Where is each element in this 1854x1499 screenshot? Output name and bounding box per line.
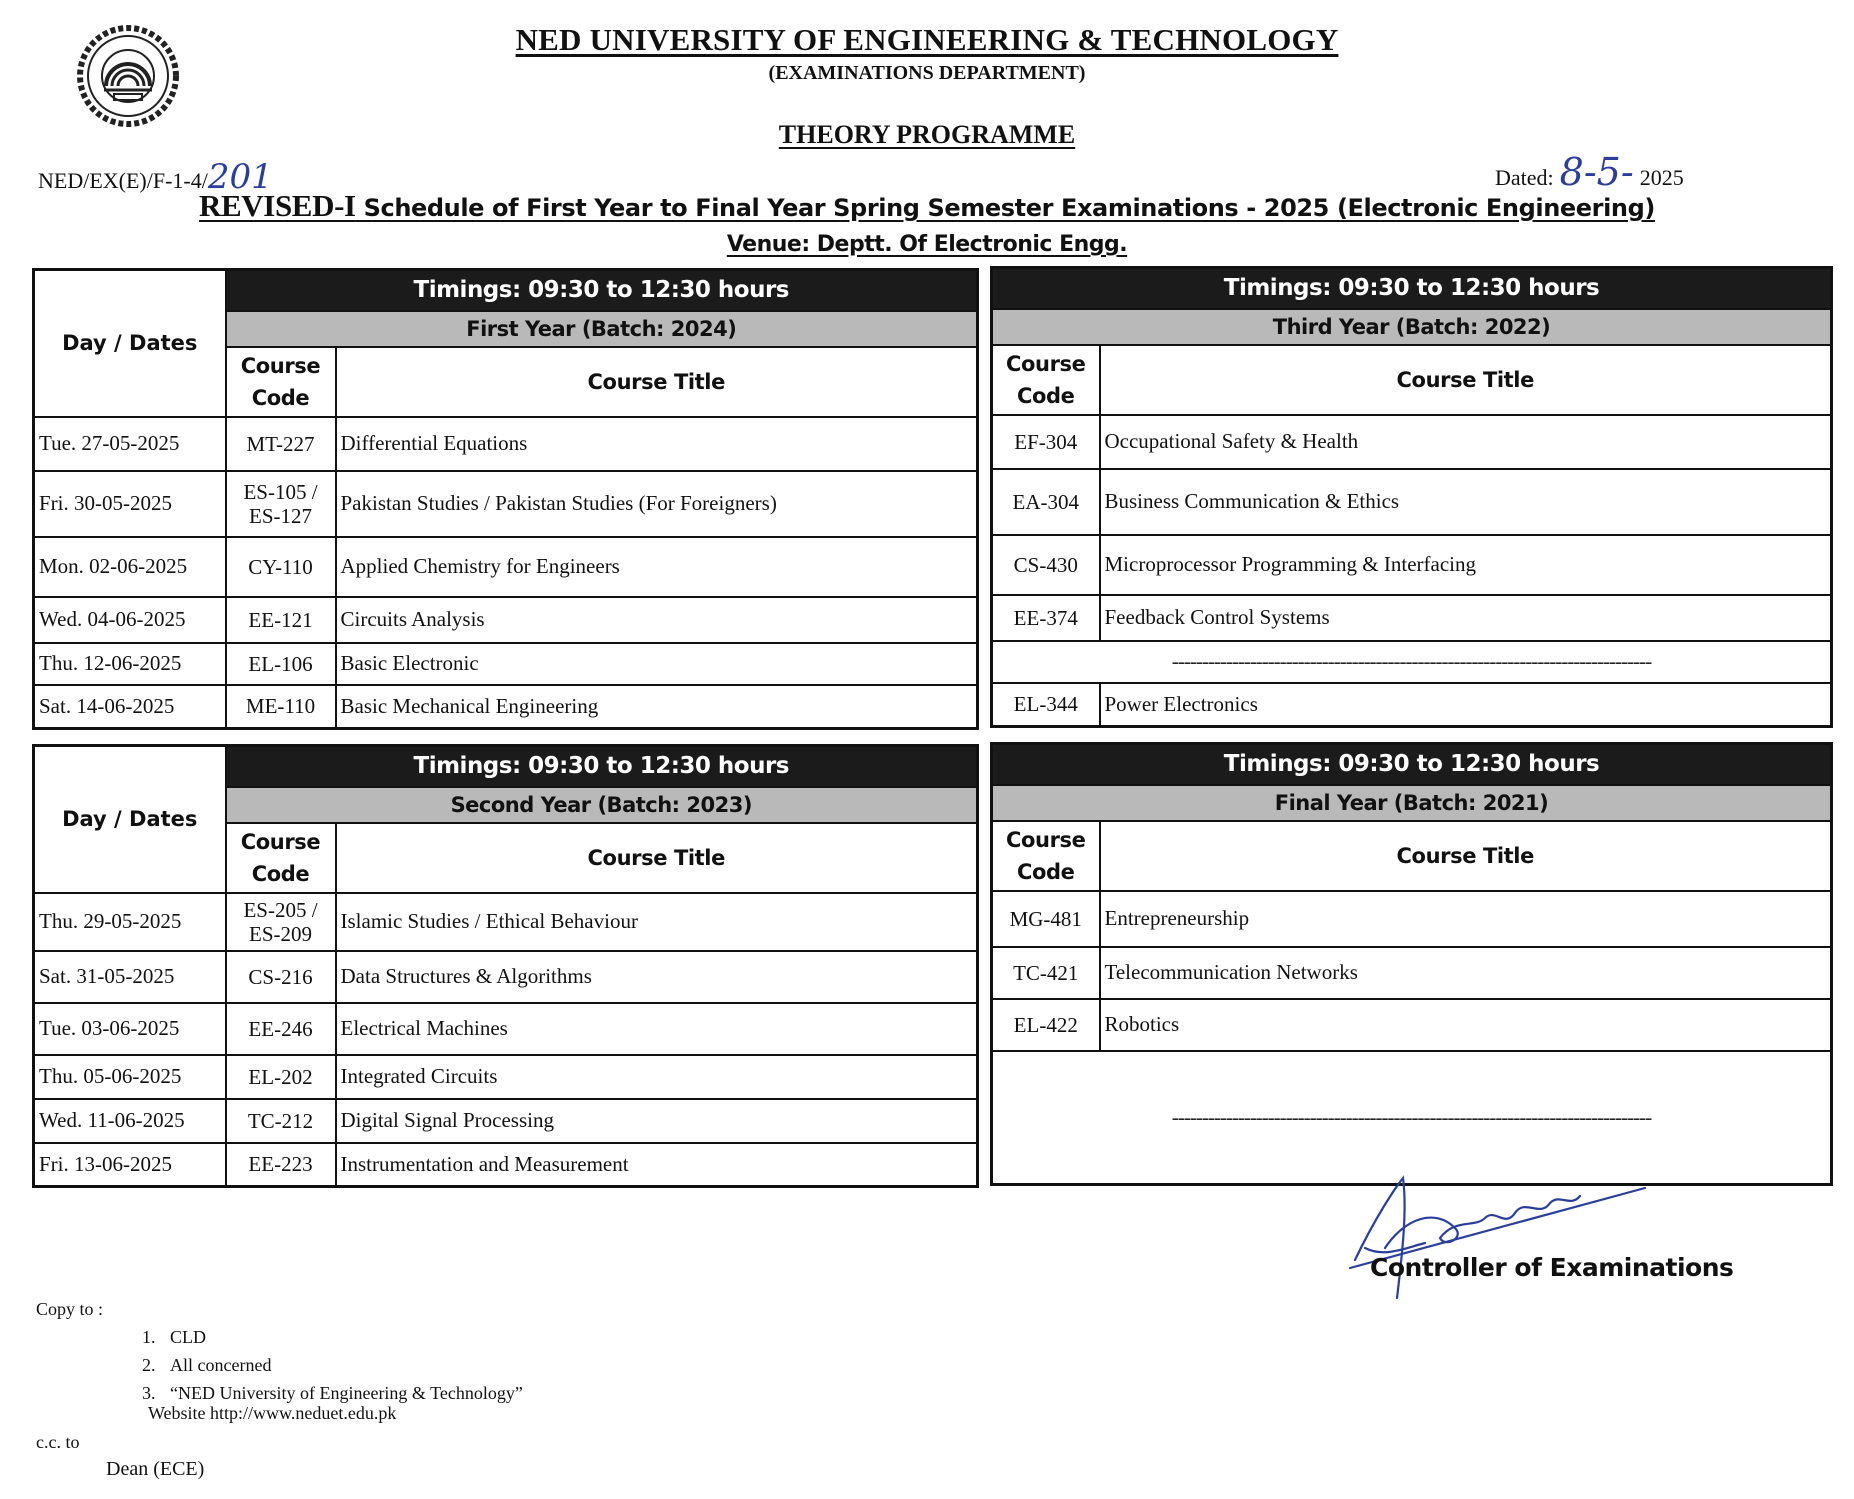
final-year-table [990, 742, 1833, 1186]
first-year-table [32, 268, 979, 730]
venue-line: Venue: Deptt. Of Electronic Engg. [726, 232, 1128, 257]
course-title: Integrated Circuits [336, 1055, 978, 1099]
dated-year: 2025 [1639, 165, 1684, 190]
third-year-table [990, 266, 1833, 728]
website-link[interactable]: Website http://www.neduet.edu.pk [148, 1403, 397, 1423]
no-exam-dashes: -------------------------------------------------------------------------------- [992, 1051, 1832, 1185]
copy-to-section [36, 1295, 523, 1407]
course-code: MT-227 [226, 417, 336, 471]
exam-date: Thu. 05-06-2025 [34, 1055, 226, 1099]
programme-title: THEORY PROGRAMME [778, 120, 1076, 149]
cc-recipient: Dean (ECE) [106, 1458, 205, 1480]
second-year-table [32, 744, 979, 1188]
course-title: Business Communication & Ethics [1100, 469, 1832, 535]
list-item: 3. “NED University of Engineering & Technology” [160, 1379, 523, 1407]
schedule-text: Schedule of First Year to Final Year Spring Semester Examinations - 2025 (Electronic Engineering) [355, 194, 1655, 222]
course-code-header: Course Code [992, 345, 1100, 415]
course-title: Microprocessor Programming & Interfacing [1100, 535, 1832, 595]
year-header: Third Year (Batch: 2022) [992, 309, 1832, 345]
course-code: ES-105 / ES-127 [226, 471, 336, 537]
exam-date: Sat. 31-05-2025 [34, 951, 226, 1003]
department-name: (EXAMINATIONS DEPARTMENT) [768, 62, 1086, 84]
day-dates-header: Day / Dates [34, 270, 226, 417]
no-exam-dashes: -------------------------------------------------------------------------------- [992, 641, 1832, 683]
course-title: Digital Signal Processing [336, 1099, 978, 1143]
copy-to-label: Copy to : [36, 1299, 104, 1319]
course-title: Basic Electronic [336, 643, 978, 685]
course-title: Applied Chemistry for Engineers [336, 537, 978, 597]
course-code: EL-106 [226, 643, 336, 685]
course-code-header: Course Code [992, 821, 1100, 891]
exam-date: Tue. 27-05-2025 [34, 417, 226, 471]
exam-date: Fri. 13-06-2025 [34, 1143, 226, 1187]
reference-prefix: NED/EX(E)/F-1-4/ [38, 168, 208, 193]
course-code: EL-422 [992, 999, 1100, 1051]
course-title: Robotics [1100, 999, 1832, 1051]
course-code: EF-304 [992, 415, 1100, 469]
course-title: Electrical Machines [336, 1003, 978, 1055]
course-title-header: Course Title [1100, 345, 1832, 415]
signature [1345, 1148, 1655, 1313]
timing-header: Timings: 09:30 to 12:30 hours [226, 746, 978, 787]
course-code: TC-421 [992, 947, 1100, 999]
course-code-header: Course Code [226, 347, 336, 417]
course-title: Telecommunication Networks [1100, 947, 1832, 999]
exam-date: Sat. 14-06-2025 [34, 685, 226, 729]
cc-label: c.c. to [36, 1432, 80, 1452]
course-title: Pakistan Studies / Pakistan Studies (For Foreigners) [336, 471, 978, 537]
schedule-revised: REVISED-I [199, 188, 356, 223]
exam-date: Wed. 11-06-2025 [34, 1099, 226, 1143]
course-code: MG-481 [992, 891, 1100, 947]
schedule-title [0, 188, 1854, 224]
list-item: 2. All concerned [160, 1351, 523, 1379]
course-title-header: Course Title [336, 823, 978, 893]
course-title: Power Electronics [1100, 683, 1832, 727]
course-title-header: Course Title [1100, 821, 1832, 891]
year-header: Final Year (Batch: 2021) [992, 785, 1832, 821]
course-code: CY-110 [226, 537, 336, 597]
controller-of-examinations: Controller of Examinations [1370, 1253, 1734, 1282]
course-title: Circuits Analysis [336, 597, 978, 643]
course-title: Differential Equations [336, 417, 978, 471]
course-code: EL-202 [226, 1055, 336, 1099]
exam-date: Mon. 02-06-2025 [34, 537, 226, 597]
timing-header: Timings: 09:30 to 12:30 hours [992, 268, 1832, 309]
day-dates-header: Day / Dates [34, 746, 226, 893]
exam-date: Wed. 04-06-2025 [34, 597, 226, 643]
course-title: Data Structures & Algorithms [336, 951, 978, 1003]
course-code: ME-110 [226, 685, 336, 729]
dated-handwritten: 8-5- [1559, 150, 1634, 194]
course-title: Basic Mechanical Engineering [336, 685, 978, 729]
reference-handwritten-number: 201 [207, 157, 273, 197]
course-code: EA-304 [992, 469, 1100, 535]
course-code-header: Course Code [226, 823, 336, 893]
timing-header: Timings: 09:30 to 12:30 hours [226, 270, 978, 311]
exam-date: Tue. 03-06-2025 [34, 1003, 226, 1055]
course-title: Feedback Control Systems [1100, 595, 1832, 641]
list-item: 1. CLD [160, 1323, 523, 1351]
course-code: ES-205 / ES-209 [226, 893, 336, 951]
course-code: EE-374 [992, 595, 1100, 641]
course-title-header: Course Title [336, 347, 978, 417]
course-code: TC-212 [226, 1099, 336, 1143]
course-code: CS-430 [992, 535, 1100, 595]
course-title: Instrumentation and Measurement [336, 1143, 978, 1187]
dated-label: Dated: [1495, 165, 1554, 190]
copy-to-list [36, 1323, 523, 1407]
year-header: Second Year (Batch: 2023) [226, 787, 978, 823]
exam-date: Fri. 30-05-2025 [34, 471, 226, 537]
course-code: EE-223 [226, 1143, 336, 1187]
course-code: EL-344 [992, 683, 1100, 727]
course-title: Islamic Studies / Ethical Behaviour [336, 893, 978, 951]
course-title: Entrepreneurship [1100, 891, 1832, 947]
course-code: EE-246 [226, 1003, 336, 1055]
timing-header: Timings: 09:30 to 12:30 hours [992, 744, 1832, 785]
course-title: Occupational Safety & Health [1100, 415, 1832, 469]
course-code: EE-121 [226, 597, 336, 643]
course-code: CS-216 [226, 951, 336, 1003]
year-header: First Year (Batch: 2024) [226, 311, 978, 347]
university-name: NED UNIVERSITY OF ENGINEERING & TECHNOLOGY [515, 22, 1339, 57]
exam-date: Thu. 12-06-2025 [34, 643, 226, 685]
exam-date: Thu. 29-05-2025 [34, 893, 226, 951]
